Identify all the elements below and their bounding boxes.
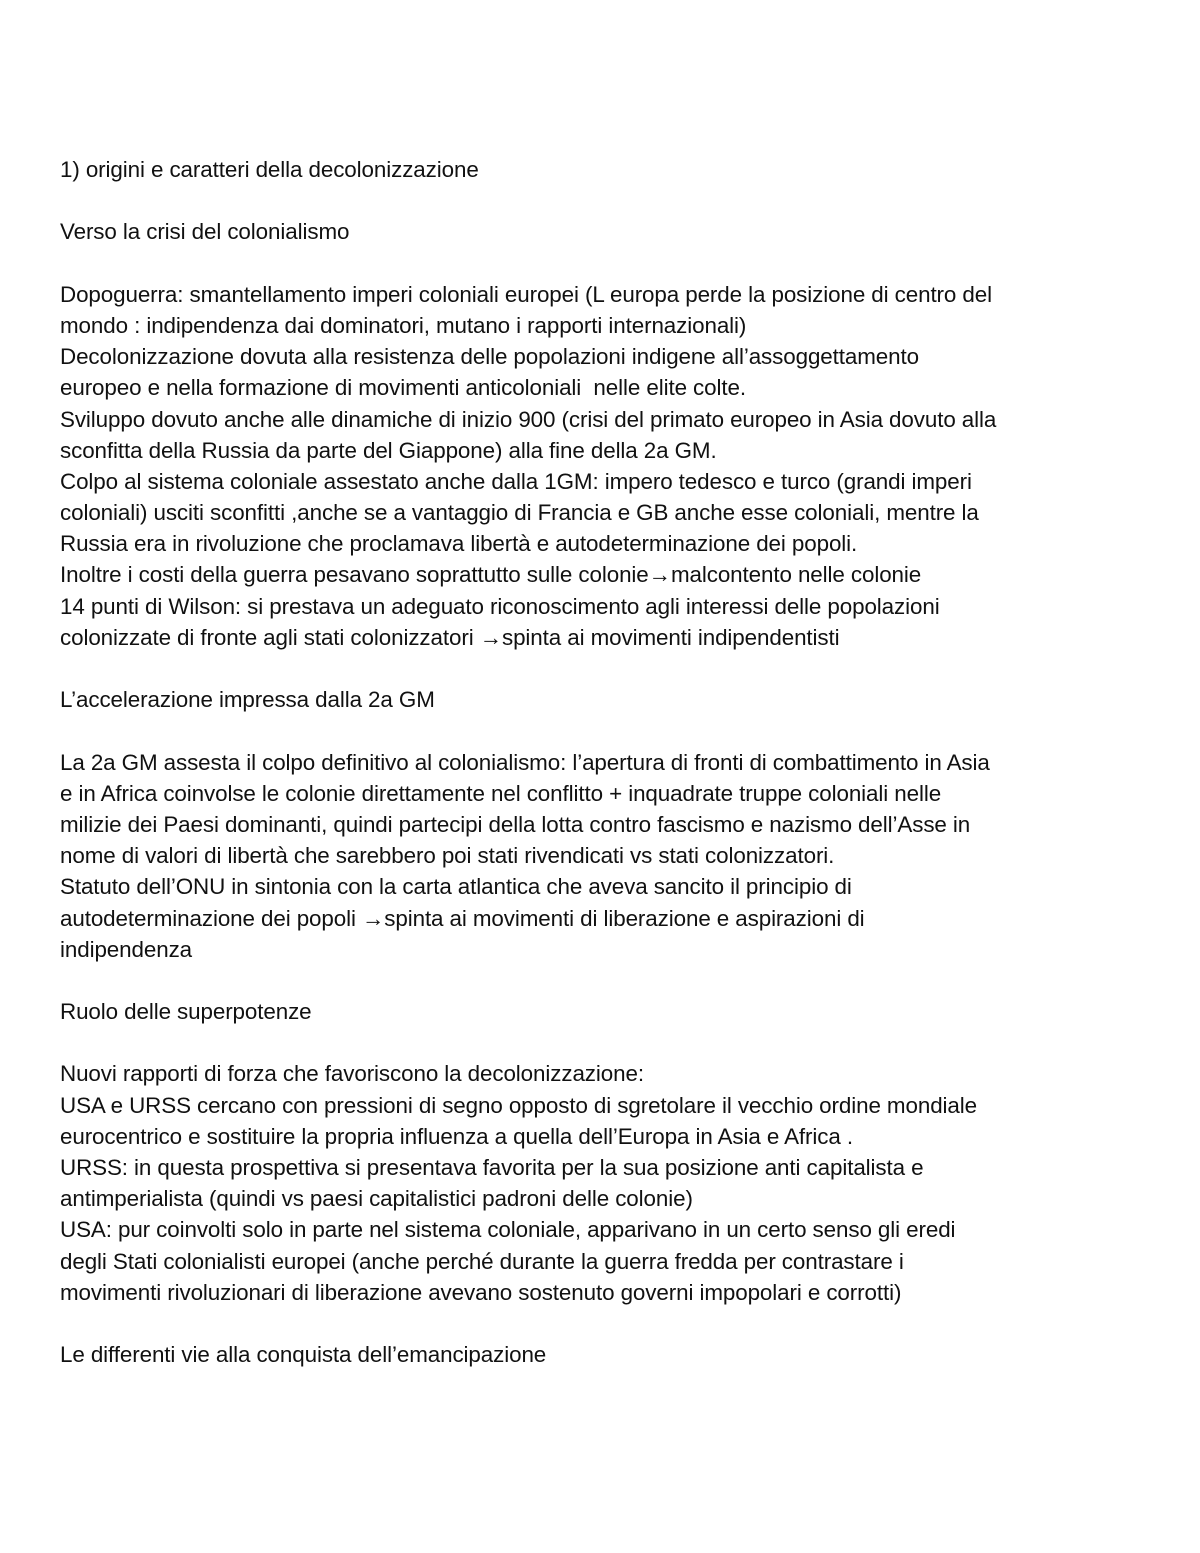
heading-superpotenze: Ruolo delle superpotenze <box>60 999 312 1025</box>
paragraph-line: europeo e nella formazione di movimenti anticoloniali nelle elite colte. <box>60 375 746 401</box>
heading-differenti-vie: Le differenti vie alla conquista dell’emancipazione <box>60 1342 547 1368</box>
spacer <box>60 1308 1150 1339</box>
paragraph-line: Colpo al sistema coloniale assestato anche dalla 1GM: impero tedesco e turco (grandi imperi <box>60 468 972 494</box>
paragraph-line: nome di valori di libertà che sarebbero poi stati rivendicati vs stati colonizzatori. <box>60 843 835 869</box>
paragraph-line: indipendenza <box>60 936 193 962</box>
paragraph-line: degli Stati colonialisti europei (anche perché durante la guerra fredda per contrastare i <box>60 1248 904 1274</box>
section-title: 1) origini e caratteri della decolonizzazione <box>60 157 479 182</box>
paragraph-line: Statuto dell’ONU in sintonia con la carta atlantica che aveva sancito il principio di <box>60 874 852 900</box>
paragraph-line: movimenti rivoluzionari di liberazione avevano sostenuto governi impopolari e corrotti) <box>60 1279 902 1305</box>
paragraph-line: USA: pur coinvolti solo in parte nel sistema coloniale, apparivano in un certo senso gli eredi <box>60 1217 956 1243</box>
paragraph-line: sconfitta della Russia da parte del Giappone) alla fine della 2a GM. <box>60 437 717 463</box>
paragraph-line: Nuovi rapporti di forza che favoriscono la decolonizzazione: <box>60 1061 644 1087</box>
paragraph-line: Sviluppo dovuto anche alle dinamiche di inizio 900 (crisi del primato europeo in Asia dovuto alla <box>60 406 997 432</box>
paragraph-line: USA e URSS cercano con pressioni di segno opposto di sgretolare il vecchio ordine mondiale <box>60 1092 977 1118</box>
paragraph-line: Russia era in rivoluzione che proclamava libertà e autodeterminazione dei popoli. <box>60 531 858 557</box>
paragraph-line: mondo : indipendenza dai dominatori, mutano i rapporti internazionali) <box>60 312 747 338</box>
spacer <box>60 715 1150 746</box>
paragraph-line: URSS: in questa prospettiva si presentava favorita per la sua posizione anti capitalista e <box>60 1155 924 1180</box>
heading-accelerazione: L’accelerazione impressa dalla 2a GM <box>60 687 435 713</box>
paragraph-line: antimperialista (quindi vs paesi capitalistici padroni delle colonie) <box>60 1186 693 1212</box>
spacer <box>60 653 1150 684</box>
document-body <box>60 154 1150 1370</box>
paragraph-line: eurocentrico e sostituire la propria influenza a quella dell’Europa in Asia e Africa . <box>60 1123 853 1149</box>
paragraph-line: e in Africa coinvolse le colonie direttamente nel conflitto + inquadrate truppe coloniali nelle <box>60 780 942 806</box>
paragraph-line: milizie dei Paesi dominanti, quindi partecipi della lotta contro fascismo e nazismo dell’Asse in <box>60 811 971 837</box>
spacer <box>60 185 1150 216</box>
spacer <box>60 1027 1150 1058</box>
paragraph-line: coloniali) usciti sconfitti ,anche se a vantaggio di Francia e GB anche esse coloniali, mentre la <box>60 500 979 526</box>
paragraph-line: colonizzate di fronte agli stati colonizzatori →spinta ai movimenti indipendentisti <box>60 624 840 650</box>
paragraph-line: Decolonizzazione dovuta alla resistenza delle popolazioni indigene all’assoggettamento <box>60 344 919 370</box>
paragraph-line: autodeterminazione dei popoli →spinta ai movimenti di liberazione e aspirazioni di <box>60 905 865 931</box>
spacer <box>60 965 1150 996</box>
heading-crisi-colonialismo: Verso la crisi del colonialismo <box>60 219 350 245</box>
paragraph-line: Dopoguerra: smantellamento imperi coloniali europei (L europa perde la posizione di centro del <box>60 281 992 307</box>
paragraph-line: Inoltre i costi della guerra pesavano soprattutto sulle colonie→malcontento nelle colonie <box>60 562 922 588</box>
paragraph-line: 14 punti di Wilson: si prestava un adeguato riconoscimento agli interessi delle popolazioni <box>60 593 940 619</box>
spacer <box>60 248 1150 279</box>
paragraph-line: La 2a GM assesta il colpo definitivo al colonialismo: l’apertura di fronti di combattimento in Asia <box>60 749 990 775</box>
